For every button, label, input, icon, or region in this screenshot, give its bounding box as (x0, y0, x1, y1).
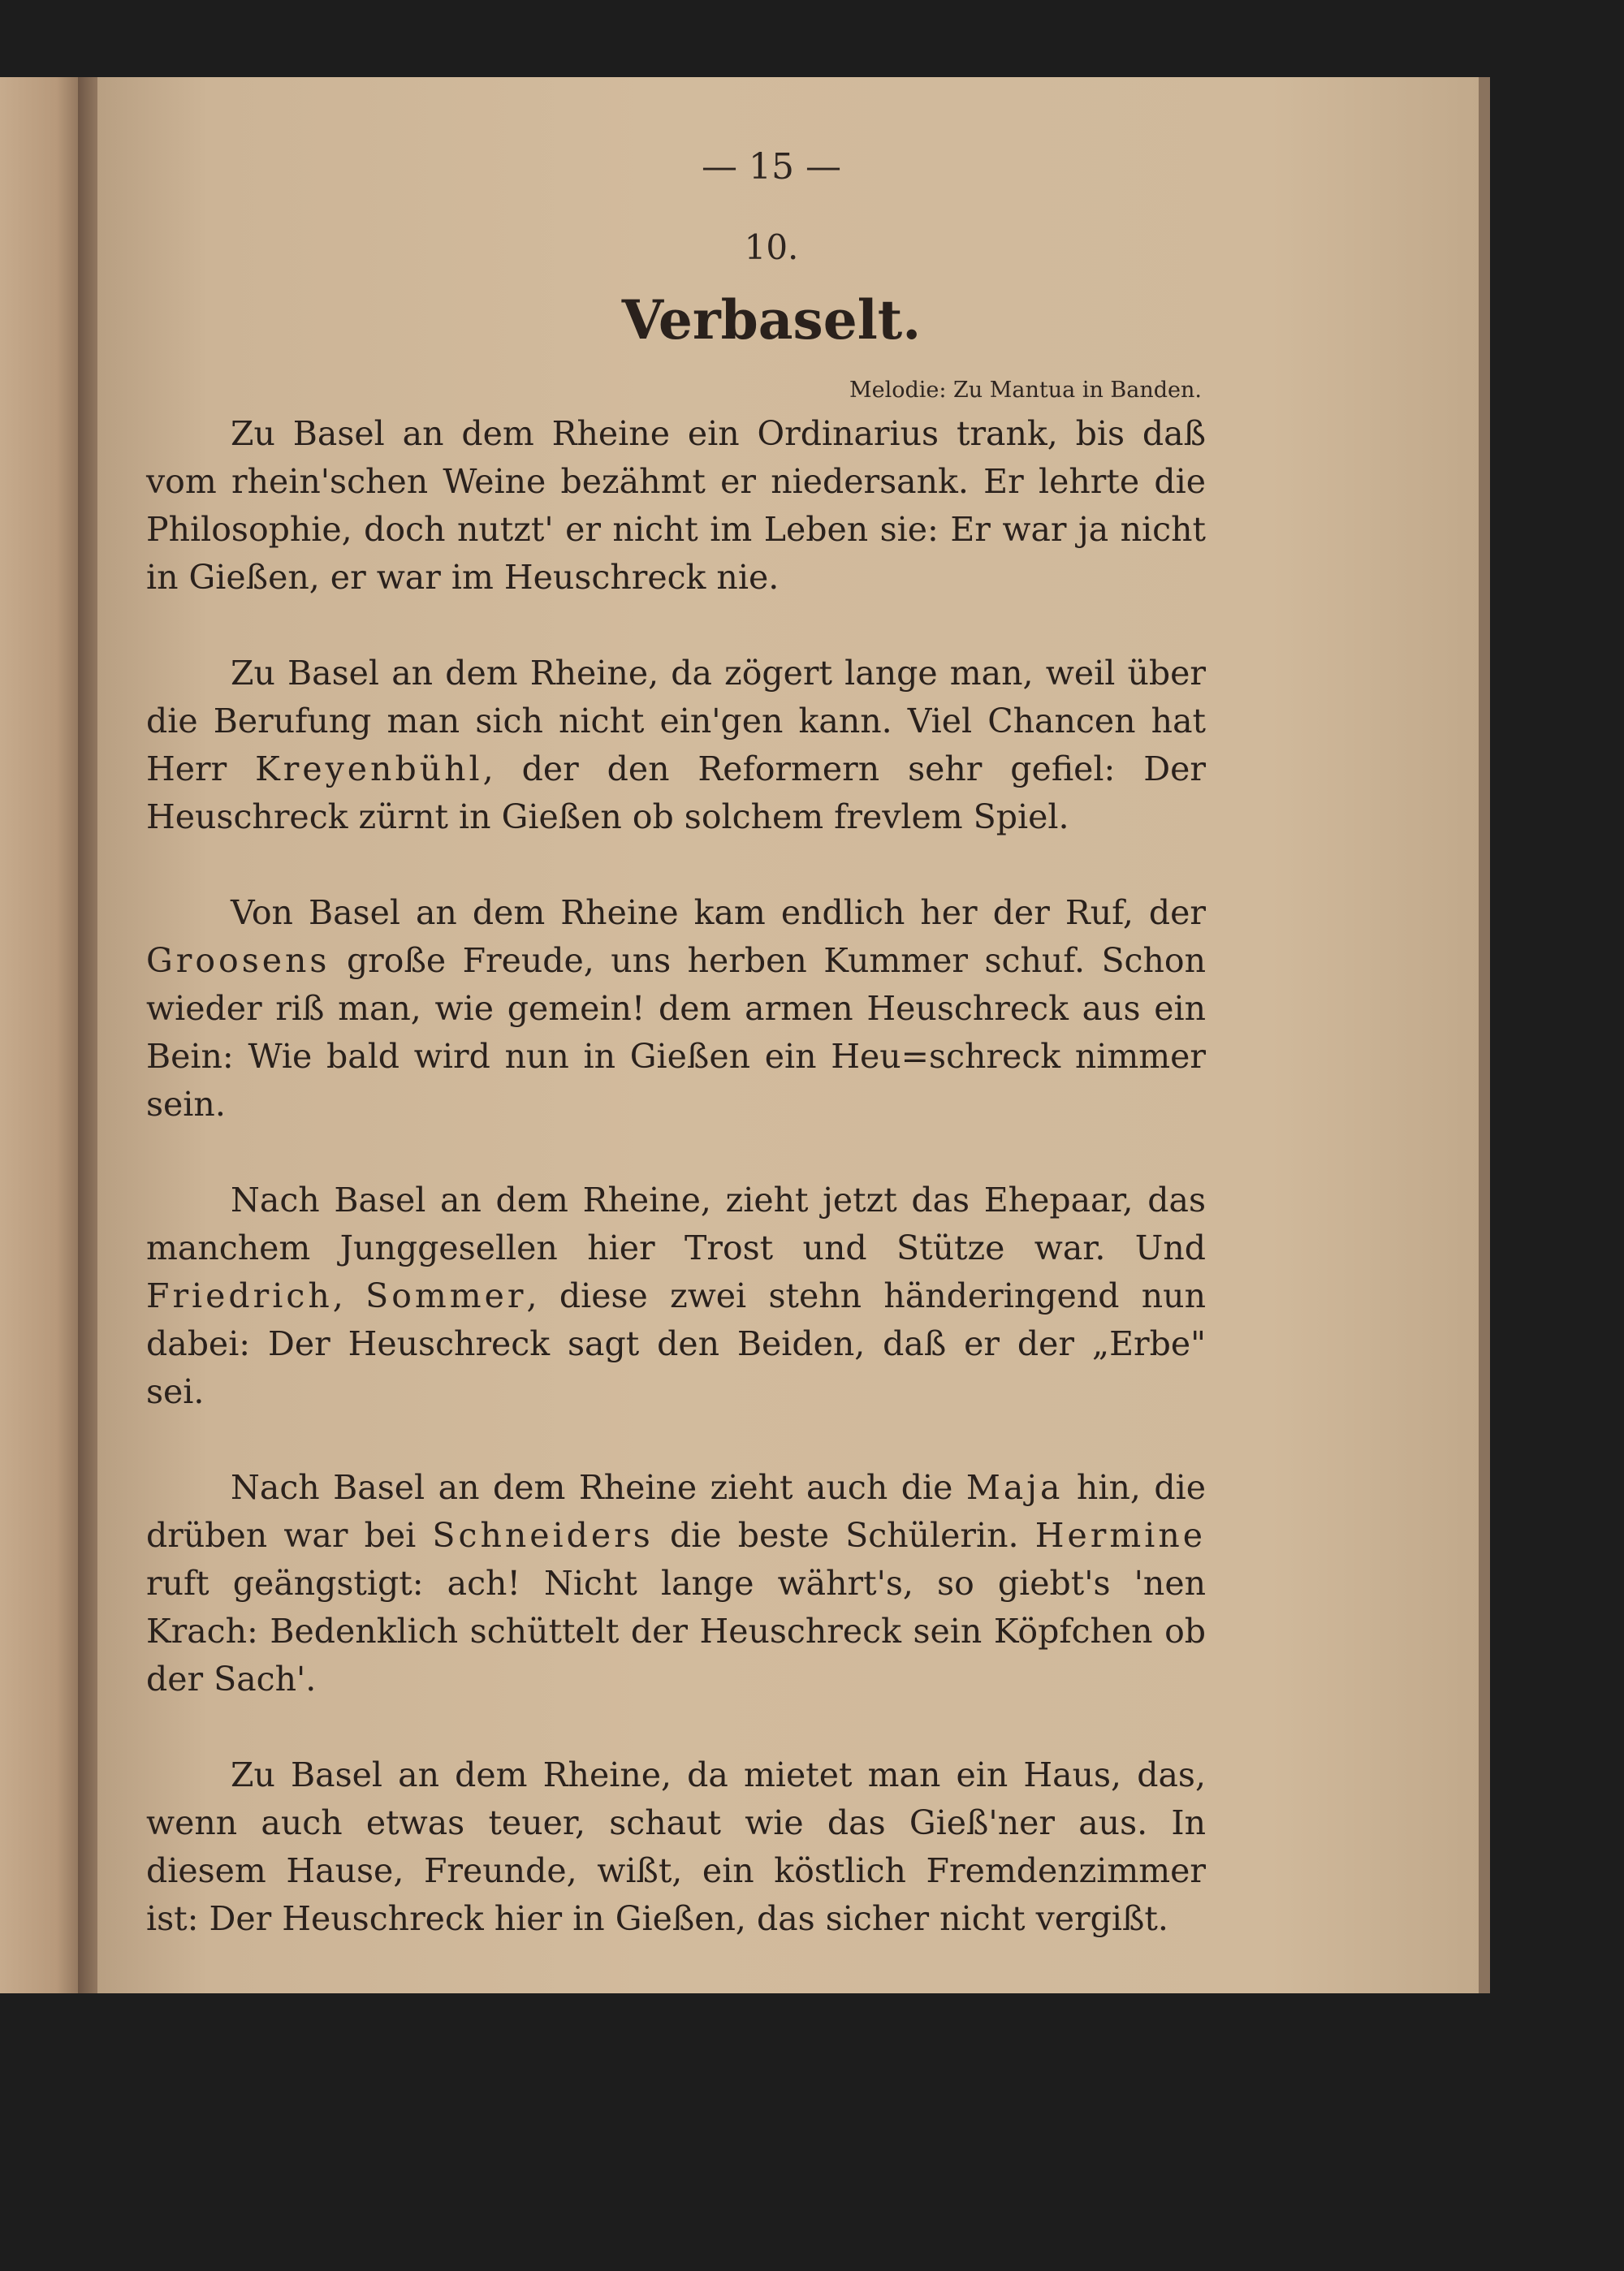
stanza-text: , der den Reformern sehr gefiel: Der Heuschreck zürnt in Gießen ob solchem frevlem Spiel. (146, 749, 1206, 836)
stanza-2 (146, 650, 1206, 841)
emphasized-name: Friedrich (146, 1276, 333, 1315)
stanza-text: die beste Schülerin. (653, 1516, 1035, 1555)
stanza-text: große Freude, uns herben Kummer schuf. Schon wieder riß man, wie gemein! dem armen Heuschreck aus ein Bein: Wie bald wird nun in Gießen ein Heu=schreck nimmer sein. (146, 941, 1206, 1124)
emphasized-name: Kreyenbühl (255, 749, 483, 788)
melody-note: Melodie: Zu Mantua in Banden. (849, 378, 1202, 403)
emphasized-name: Hermine (1034, 1516, 1206, 1555)
stanza-text: , diese zwei stehn händeringend nun dabei: Der Heuschreck sagt den Beiden, daß er der „Erbe" sei. (146, 1276, 1206, 1411)
stanza-text: Zu Basel an dem Rheine, da zögert lange man, weil über die Berufung man sich nicht ein'gen kann. Viel Chancen hat Herr (146, 654, 1206, 788)
emphasized-name: Sommer (365, 1276, 527, 1315)
stanza-6: Zu Basel an dem Rheine, da mietet man ein Haus, das, wenn auch etwas teuer, schaut wie das Gieß'ner aus. In diesem Hause, Freunde, wißt, ein köstlich Fremdenzimmer ist: Der Heuschreck hier in Gießen, das sicher nicht vergißt. (146, 1755, 1206, 1938)
page-number: — 15 — (702, 146, 841, 188)
stanza-1: Zu Basel an dem Rheine ein Ordinarius trank, bis daß vom rhein'schen Weine bezähmt er niedersank. Er lehrte die Philosophie, doch nutzt' er nicht im Leben sie: Er war ja nicht in Gießen, er war im Heuschreck nie. (146, 414, 1206, 597)
poem-number: 10. (744, 227, 799, 267)
stanza-text: Nach Basel an dem Rheine zieht auch die (231, 1468, 966, 1507)
stanza-text: hin, die drüben war bei (146, 1468, 1206, 1555)
stanza-4 (146, 1177, 1206, 1416)
stanza-text: ruft geängstigt: ach! Nicht lange währt's, so giebt's 'nen Krach: Bedenklich schüttelt der Heuschreck sein Köpfchen ob der Sach'. (146, 1564, 1206, 1699)
stanza-text: , (332, 1276, 366, 1315)
left-page-edge (0, 77, 81, 1993)
stanza-3 (146, 889, 1206, 1129)
stanza-text: Von Basel an dem Rheine kam endlich her der Ruf, der (231, 893, 1206, 932)
stanza-5 (146, 1464, 1206, 1703)
emphasized-name: Groosens (146, 941, 330, 980)
stanza-text: Nach Basel an dem Rheine, zieht jetzt das Ehepaar, das manchem Junggesellen hier Trost und Stütze war. Und (146, 1181, 1206, 1267)
emphasized-name: Schneiders (432, 1516, 654, 1555)
poem-title: Verbaselt. (621, 288, 922, 352)
emphasized-name: Maja (965, 1468, 1064, 1507)
poem-body (146, 410, 1206, 1991)
